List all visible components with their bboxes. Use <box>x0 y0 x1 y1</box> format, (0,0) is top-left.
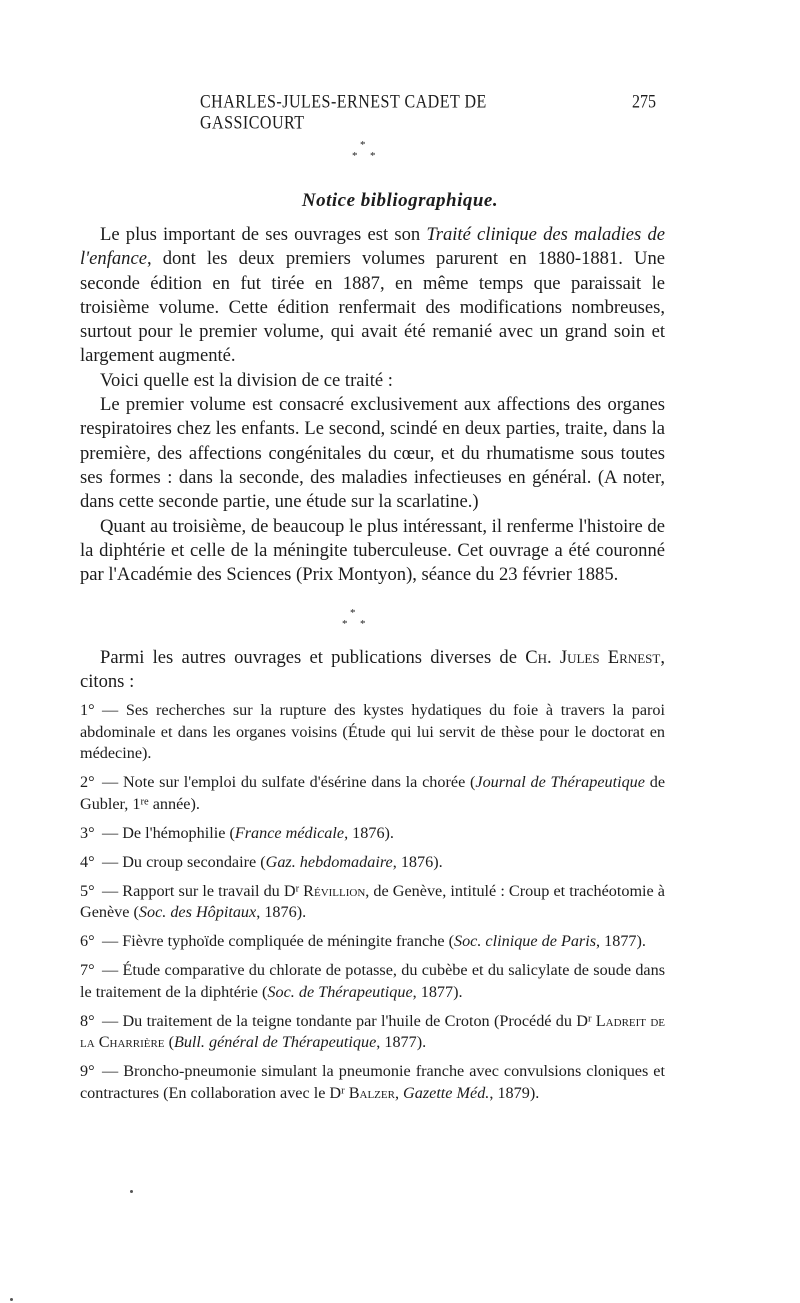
text-run: , de Genève, intitulé : Croup et trachéotomie à Genève ( <box>80 881 665 922</box>
item-number: 1° <box>80 701 95 719</box>
journal-title: Journal de Thérapeutique <box>475 773 645 792</box>
list-item <box>80 700 665 765</box>
list-item <box>80 772 665 815</box>
paragraph: Le premier volume est consacré exclusivement aux affections des organes respiratoires chez les enfants. Le second, scindé en deux parties, traite, dans la première, des affections congénitales du cœur, et du rhumatisme sous toutes ses formes : dans la seconde, des maladies infectieuses en général. (A noter, dans cette seconde partie, une étude sur la scarlatine.) <box>80 394 665 513</box>
paragraph <box>80 223 665 369</box>
paragraph: Voici quelle est la division de ce traité : <box>100 369 393 391</box>
journal-title: Gazette Méd. <box>403 1084 490 1103</box>
print-speck <box>130 1190 133 1193</box>
text-run: de Gubler, 1 <box>80 773 665 813</box>
superscript: re <box>140 796 149 808</box>
asterisk-glyph: * <box>360 139 366 151</box>
item-number: 3° <box>80 823 95 842</box>
list-item <box>80 852 665 874</box>
text-run: — Étude comparative du chlorate de potasse, du cubèbe et du salicylate de soude dans le traitement de la diphtérie ( <box>80 961 665 1001</box>
text-run: année). <box>148 794 200 813</box>
person-name: Révillion <box>303 881 366 900</box>
item-number: 6° <box>80 932 95 951</box>
notice-text <box>80 223 665 587</box>
text-run: — Broncho-pneumonie simulant la pneumonie franche avec convulsions cloniques et contractures (En collaboration avec le D <box>80 1062 665 1103</box>
item-number: 8° <box>80 1011 95 1030</box>
text-run: — Rapport sur le travail du D <box>102 881 296 900</box>
list-item <box>80 881 665 924</box>
text-run: — Note sur l'emploi du sulfate d'ésérine dans la chorée ( <box>102 773 476 792</box>
item-number: 7° <box>80 961 95 980</box>
text-run: , citons : <box>80 647 665 693</box>
text-run: ( <box>164 1033 174 1052</box>
person-name: Ladreit de la Charrière <box>80 1011 665 1052</box>
running-title: CHARLES-JULES-ERNEST CADET DE GASSICOURT <box>200 92 487 134</box>
asterisk-glyph: * <box>352 150 358 162</box>
item-number: 5° <box>80 881 95 900</box>
item-number: 4° <box>80 852 95 871</box>
list-item <box>80 1061 665 1104</box>
asterisk-glyph: * <box>342 618 348 630</box>
text-run: , 1876). <box>344 823 394 842</box>
list-item <box>80 823 665 845</box>
asterisk-glyph: * <box>350 607 356 619</box>
text-run: — Du croup secondaire ( <box>102 852 266 871</box>
works-list <box>80 700 665 1112</box>
journal-title: Bull. général de Thérapeutique <box>173 1033 377 1052</box>
text-run: Parmi les autres ouvrages et publications diverses de <box>100 647 526 668</box>
text-run: — De l'hémophilie ( <box>102 823 235 842</box>
journal-title: Soc. clinique de Paris <box>453 932 597 951</box>
text-run: , 1877). <box>376 1033 427 1052</box>
journal-title: France médicale <box>234 823 345 842</box>
superscript: r <box>587 1013 592 1025</box>
section-title: Notice bibliographique. <box>301 190 499 211</box>
asterism-ornament <box>350 140 390 170</box>
asterisk-glyph: * <box>370 150 376 162</box>
text-run: , dont les deux premiers volumes parurent en 1880-1881. Une seconde édition en fut tirée en 1887, en même temps que paraissait le troisième volume. Cette édition renfermait des modifications nombreuses, surtout pour le premier volume, qui avait été remanié avec un grand soin et largement augmenté. <box>80 248 665 367</box>
list-item <box>80 931 665 953</box>
text-run: , <box>394 1084 404 1103</box>
paragraph: Quant au troisième, de beaucoup le plus intéressant, il renferme l'histoire de la diphtérie et celle de la méningite tuberculeuse. Cet ouvrage a été couronné par l'Académie des Sciences (Prix Montyon), séance du 23 février 1885. <box>80 515 665 586</box>
superscript: r <box>295 882 300 894</box>
text-run: , 1876). <box>392 852 443 871</box>
list-item <box>80 960 665 1003</box>
journal-title: Gaz. hebdomadaire <box>265 852 393 871</box>
journal-title: Soc. de Thérapeutique <box>267 982 413 1001</box>
asterisk-glyph: * <box>360 618 366 630</box>
text-run: , 1876). <box>256 903 307 922</box>
text-run: , 1879). <box>489 1084 540 1103</box>
book-title: Traité clinique des maladies de l'enfance <box>80 224 665 270</box>
print-speck <box>10 1298 13 1301</box>
author-name: Ch. Jules Ernest <box>525 647 661 668</box>
other-works-intro <box>80 646 665 695</box>
text-run: Le plus important de ses ouvrages est son <box>100 224 427 245</box>
superscript: r <box>341 1085 345 1097</box>
item-number: 2° <box>80 773 95 792</box>
text-run: , 1877). <box>596 932 646 951</box>
list-item <box>80 1011 665 1054</box>
paragraph <box>80 646 665 695</box>
text-run: — Du traitement de la teigne tondante par l'huile de Croton (Procédé du D <box>102 1011 588 1030</box>
item-number: 9° <box>80 1062 95 1081</box>
journal-title: Soc. des Hôpitaux <box>138 903 257 922</box>
page-number: 275 <box>632 92 656 113</box>
person-name: Balzer <box>348 1084 395 1103</box>
text-run: , 1877). <box>412 982 463 1001</box>
text-run: — Ses recherches sur la rupture des kystes hydatiques du foie à travers la paroi abdominale et dans les organes voisins (Étude qui lui servit de thèse pour le doctorat en médecine). <box>80 701 665 763</box>
asterism-ornament <box>340 608 380 638</box>
text-run: — Fièvre typhoïde compliquée de méningite franche ( <box>102 932 454 951</box>
